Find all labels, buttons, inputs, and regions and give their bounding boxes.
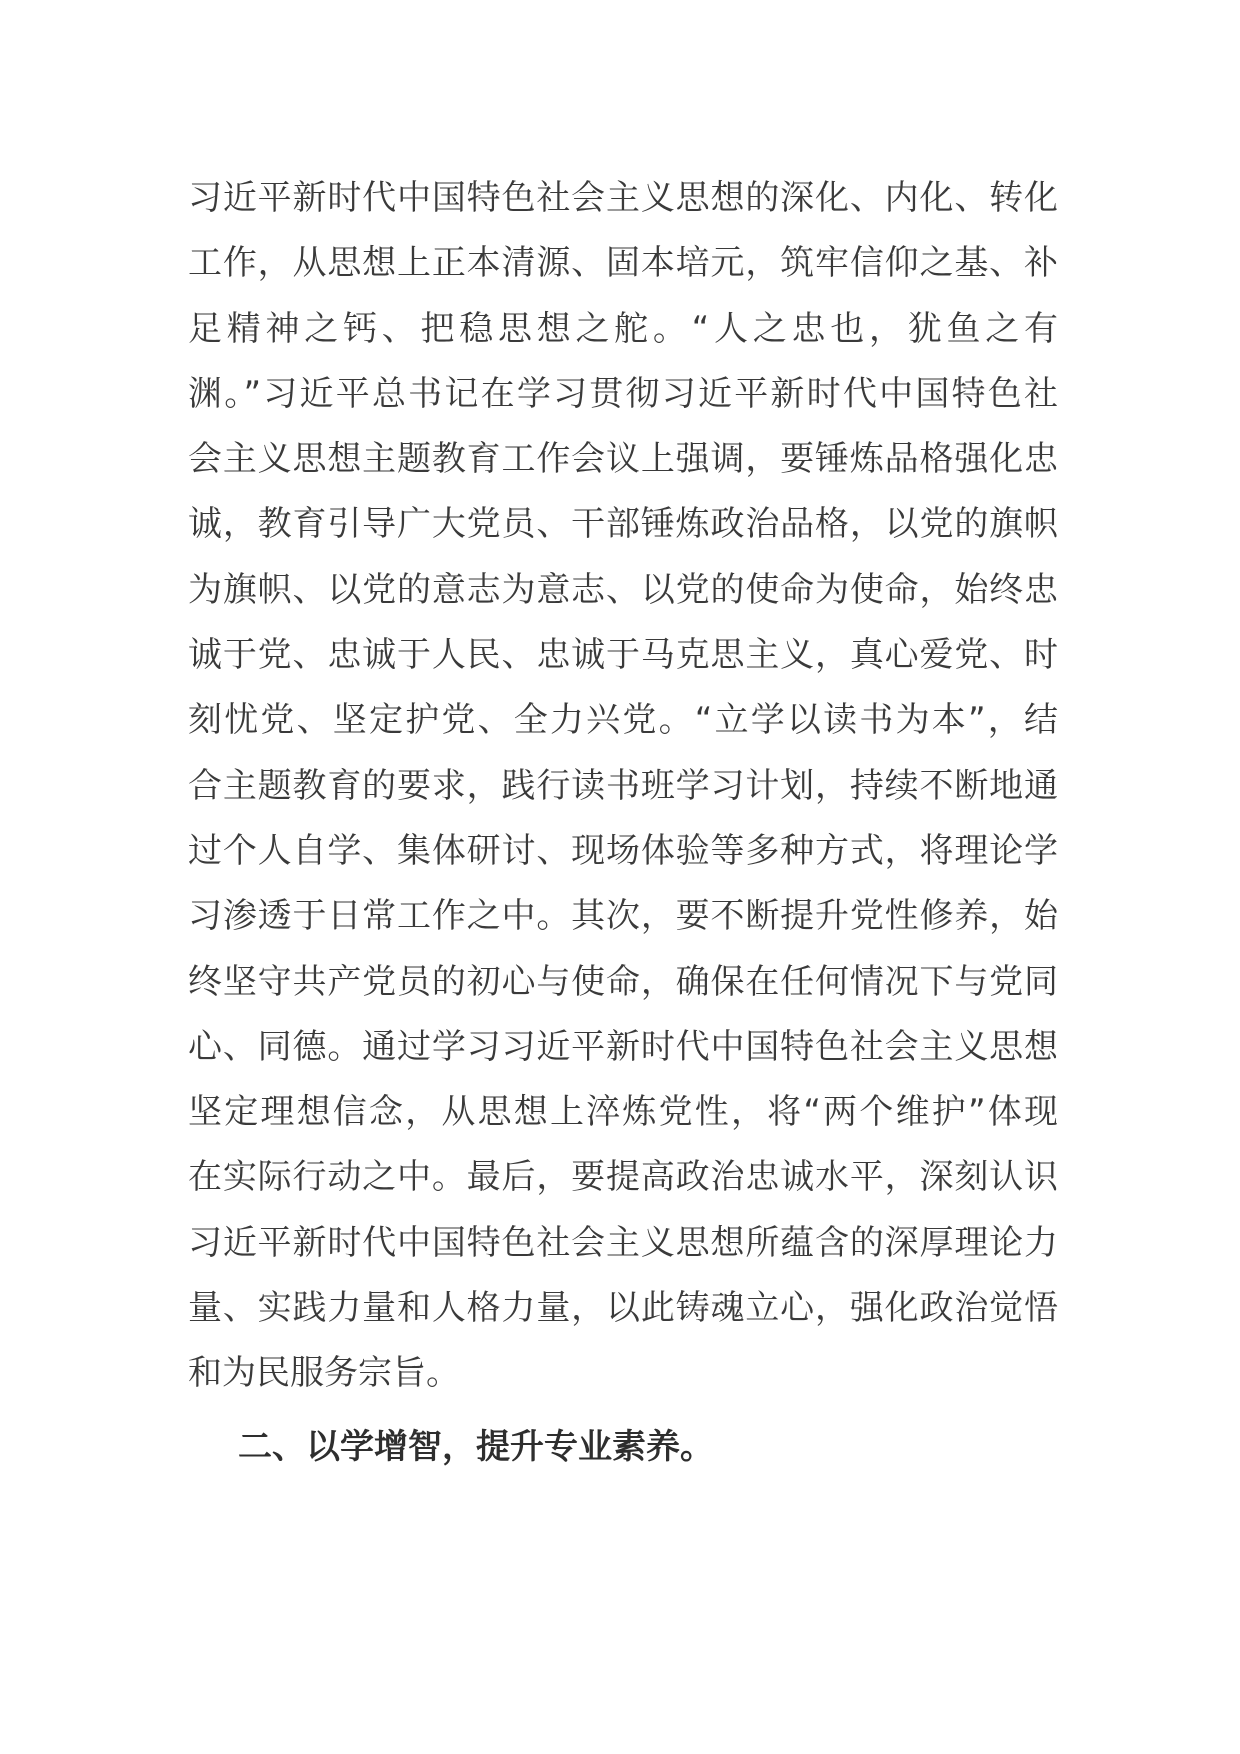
paragraph-line: 渊。”习近平总书记在学习贯彻习近平新时代中国特色社 (188, 373, 1058, 414)
paragraph-line: 刻忧党、坚定护党、全力兴党。“立学以读书为本”，结 (188, 700, 1058, 741)
paragraph-line: 习近平新时代中国特色社会主义思想的深化、内化、转化 (188, 178, 1058, 218)
paragraph-line: 终坚守共产党员的初心与使命，确保在任何情况下与党同 (188, 961, 1058, 1002)
paragraph-line: 为旗帜、以党的意志为意志、以党的使命为使命，始终忠 (188, 569, 1058, 610)
paragraph-line: 习渗透于日常工作之中。其次，要不断提升党性修养，始 (188, 896, 1058, 937)
paragraph-line: 坚定理想信念，从思想上淬炼党性，将“两个维护”体现 (188, 1092, 1058, 1133)
paragraph-line: 会主义思想主题教育工作会议上强调，要锤炼品格强化忠 (188, 439, 1058, 480)
paragraph-line: 心、同德。通过学习习近平新时代中国特色社会主义思想 (188, 1026, 1058, 1067)
body-paragraph (188, 166, 1058, 1407)
section-heading: 二、以学增智，提升专业素养。 (238, 1427, 714, 1467)
paragraph-line-last: 和为民服务宗旨。 (188, 1353, 460, 1394)
paragraph-line: 合主题教育的要求，践行读书班学习计划，持续不断地通 (188, 765, 1058, 806)
paragraph-line: 习近平新时代中国特色社会主义思想所蕴含的深厚理论力 (188, 1222, 1058, 1263)
paragraph-line: 诚于党、忠诚于人民、忠诚于马克思主义，真心爱党、时 (188, 635, 1058, 676)
paragraph-line: 量、实践力量和人格力量，以此铸魂立心，强化政治觉悟 (188, 1288, 1058, 1329)
paragraph-line: 足精神之钙、把稳思想之舵。“人之忠也，犹鱼之有 (188, 308, 1058, 349)
paragraph-line: 过个人自学、集体研讨、现场体验等多种方式，将理论学 (188, 830, 1058, 871)
paragraph-line: 诚，教育引导广大党员、干部锤炼政治品格，以党的旗帜 (188, 504, 1058, 545)
paragraph-line: 工作，从思想上正本清源、固本培元，筑牢信仰之基、补 (188, 243, 1058, 284)
paragraph-line: 在实际行动之中。最后，要提高政治忠诚水平，深刻认识 (188, 1157, 1058, 1198)
